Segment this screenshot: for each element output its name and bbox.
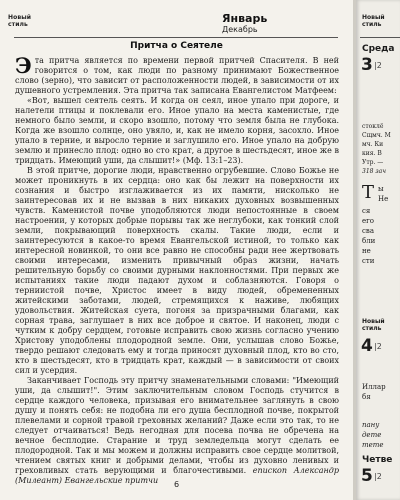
right-lower-italic: тете bbox=[362, 441, 384, 449]
right-lower-fragment: пану bbox=[362, 421, 380, 429]
right-day-name-2: Четве bbox=[362, 455, 393, 465]
header-month-sub: Декабрь bbox=[222, 25, 258, 34]
right-header-divider bbox=[360, 37, 400, 38]
header-divider bbox=[14, 37, 338, 38]
right-text-fragment: не bbox=[362, 247, 371, 255]
right-text-fragment: сва bbox=[362, 227, 375, 235]
right-text-fragment: ся bbox=[362, 207, 371, 215]
article-title: Притча о Сеятеле bbox=[130, 41, 223, 51]
right-fragment: Сщмч. М bbox=[362, 132, 391, 139]
right-day-number-3: 5 bbox=[361, 466, 373, 486]
right-text-fragment: его bbox=[362, 217, 375, 225]
paragraph-2: «Вот, вышел сеятель сеять. И когда он сеял, иное упало при дороге, и налетели птицы и поклевали его. Иное упало на места каменистые, где немного было земли, и скоро взошло, потому что земля была не глубока. Когда же взошло солнце, оно увяло, и, как не имело корня, засохло. Иное упало в терние, и выросло терние и заглушило его. Иное упало на добрую землю и принесло плод: одно во сто крат, а другое в шестьдесят, иное же в тридцать. Имеющий уши, да слышит!» (Мф. 13:1–23). bbox=[15, 96, 339, 165]
right-fragment: мч. Ки bbox=[362, 141, 384, 148]
paragraph-3: В этой притче, дорогие люди, нравственно огрубевшие. Слово Божье не может проникнуть в их сердца: оно как бы лежит на поверхности их сознания и быстро изглаживается из их памяти, нисколько не заинтересовав их и не вызвав в них никаких духовных возвышенных чувств. Каменистой почве уподобляются люди непостоянные в своем настроении, у которых добрые порывы так же неглубоки, как тонкий слой земли, покрывающий поверхность скалы. Такие люди, если и заинтересуются в какое-то время Евангельской истиной, то только как интересной новинкой, то они все равно не способны ради нее жертвовать своими интересами, изменить привычный образ жизни, начать решительную борьбу со своими дурными наклонностями. При первых же испытаниях такие люди падают духом и соблазняются. Говоря о терниистой почве, Христос имеет в виду людей, обремененных житейскими заботами, людей, стремящихся к наживе, любящих удовольствия. Житейская суета, погоня за призрачными благами, как сорная трава, заглушает в них все доброе и святое. И наконец, люди с чутким к добру сердцем, готовые исправить свою жизнь согласно учению Христову уподоблены плодородной земле. Они, услышав слово Божье, твердо решают следовать ему и тогда приносят духовный плод, кто во сто, кто в шестьдесят, кто в тридцать крат, каждый — в зависимости от своих сил и усердия. bbox=[15, 166, 339, 375]
signature: епископ Александр (Милеант) Евангельские притчи bbox=[15, 466, 339, 485]
paragraph-1 bbox=[15, 53, 339, 96]
right-day-number-2: 4 bbox=[361, 336, 373, 356]
paragraph-1-text: та притча является по времени первой притчей Спасителя. В ней говорится о том, как люди по разному принимают Божественное слово (зерно), что зависит от расположенности людей, в зависимости от их душевного устремления. Эта притча так записана Евангелистом Матфеем: bbox=[15, 56, 339, 95]
header-brand bbox=[8, 14, 31, 28]
right-lower-brand bbox=[362, 318, 385, 332]
right-header-brand bbox=[362, 14, 385, 28]
right-day-rest-2: |2 bbox=[374, 342, 382, 351]
right-text-fragment: бли bbox=[362, 237, 376, 245]
paragraph-4 bbox=[15, 376, 339, 486]
right-brand-line2: стиль bbox=[362, 21, 382, 28]
right-lower-fragment: бя bbox=[362, 393, 371, 401]
right-text-fragment: Не bbox=[378, 195, 389, 203]
right-drop-cap: Т bbox=[362, 182, 375, 203]
right-day-rest-3: |2 bbox=[374, 472, 382, 481]
right-text-fragment: сти bbox=[362, 257, 375, 265]
right-fragment: Утр. — bbox=[362, 159, 384, 166]
right-lower-brand-line1: Новый bbox=[362, 318, 385, 325]
right-text-fragment: ы bbox=[378, 185, 384, 193]
right-fragment: кия. В bbox=[362, 150, 382, 157]
drop-cap: Э bbox=[15, 53, 32, 78]
right-lower-fragment: дете bbox=[362, 431, 382, 439]
page-number: 6 bbox=[173, 480, 180, 489]
paragraph-4-text: Заканчивает Господь эту притчу знаменательными словами: "Имеющий уши, да слышит!". Этим заключительным словом Господь стучится в сердце каждого человека, призывая его внимательнее заглянуть в свою душу и понять себя: не подобна ли его душа бесплодной почве, покрытой плевелами и сорной травой греховных желаний? Даже если это так, то не следует отчаиваться! Ведь негодная для посева почва не обречена на вечное бесплодие. Старание и труд земледельца могут сделать ее плодородной. Так и мы можем и должны исправить свое сердце молитвой, чтением святых книг и добрыми делами, чтобы из духовно ленивых и греховливых стать верующими и благочестивыми. bbox=[15, 376, 339, 475]
right-brand-line1: Новый bbox=[362, 14, 385, 21]
right-lower-brand-line2: стиль bbox=[362, 325, 382, 332]
right-day-name: Среда bbox=[362, 44, 395, 54]
right-page bbox=[356, 0, 400, 500]
header-month: Январь bbox=[222, 12, 268, 25]
right-fragment: стоклё bbox=[362, 123, 384, 130]
right-lower-fragment: Иллар bbox=[362, 383, 386, 391]
article-body bbox=[15, 53, 339, 486]
right-day-number: 3 bbox=[361, 55, 373, 75]
right-fragment: 318 зач bbox=[362, 168, 386, 175]
right-day-rest: |2 bbox=[374, 61, 382, 70]
header-brand-line2: стиль bbox=[8, 21, 28, 28]
header-brand-line1: Новый bbox=[8, 14, 32, 21]
